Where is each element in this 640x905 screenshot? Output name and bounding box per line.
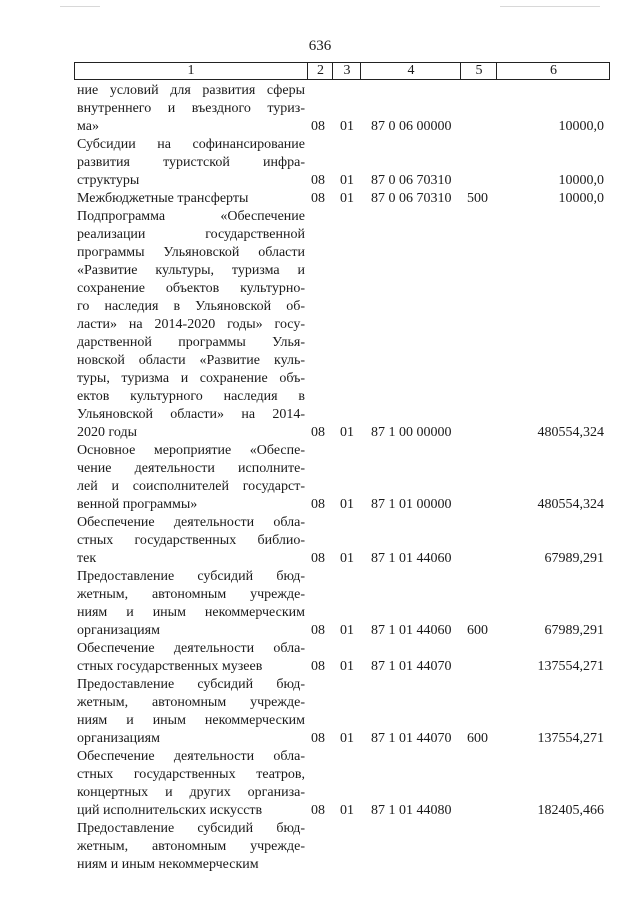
- description-line: жетным, автономным учрежде-: [77, 695, 305, 710]
- description-line: реализации государственной: [77, 227, 305, 242]
- table-row: [0, 748, 640, 820]
- row-description: [77, 640, 305, 676]
- description-line: ние условий для развития сферы: [77, 83, 305, 98]
- header-col-6: 6: [496, 63, 610, 79]
- header-col-1: 1: [187, 63, 195, 78]
- cell-c2: 08: [311, 425, 325, 440]
- cell-c3: 01: [340, 119, 354, 134]
- description-line: Ульяновской области» на 2014-: [77, 407, 305, 422]
- description-line: 2020 годы: [77, 425, 138, 440]
- cell-c2: 08: [311, 119, 325, 134]
- cell-c4: 87 1 01 44080: [371, 803, 452, 818]
- description-line: ласти» на 2014-2020 годы» госу-: [77, 317, 305, 332]
- cell-c6: 137554,271: [537, 731, 604, 746]
- cell-c2: 08: [311, 803, 325, 818]
- description-line: Основное мероприятие «Обеспе-: [77, 443, 305, 458]
- cell-c6: 182405,466: [537, 803, 604, 818]
- table-row: [0, 136, 640, 190]
- cell-c6: 10000,0: [558, 191, 604, 206]
- description-line: Обеспечение деятельности обла-: [77, 641, 305, 656]
- table-body: [0, 82, 640, 874]
- table-row: [0, 676, 640, 748]
- table-row: [0, 820, 640, 874]
- cell-c6: 480554,324: [537, 497, 604, 512]
- cell-c4: 87 1 01 44060: [371, 551, 452, 566]
- cell-c2: 08: [311, 551, 325, 566]
- cell-c3: 01: [340, 173, 354, 188]
- row-description: [77, 748, 305, 820]
- description-line: туры, туризма и сохранение объ-: [77, 371, 305, 386]
- cell-c2: 08: [311, 497, 325, 512]
- cell-c3: 01: [340, 425, 354, 440]
- cell-c6: 67989,291: [544, 551, 604, 566]
- description-line: Подпрограмма «Обеспечение: [77, 209, 305, 224]
- description-line: ниям и иным некоммерческим: [77, 713, 305, 728]
- cell-c3: 01: [340, 731, 354, 746]
- cell-c4: 87 1 01 44070: [371, 659, 452, 674]
- description-line: тек: [77, 551, 97, 566]
- description-line: лей и соисполнителей государст-: [77, 479, 305, 494]
- cell-c4: 87 1 00 00000: [371, 425, 452, 440]
- description-line: дарственной программы Улья-: [77, 335, 305, 350]
- cell-c3: 01: [340, 659, 354, 674]
- description-line: Обеспечение деятельности обла-: [77, 515, 305, 530]
- row-description: [77, 136, 305, 190]
- header-col-5: 5: [460, 63, 497, 79]
- table-header: [74, 62, 610, 80]
- cell-c3: 01: [340, 803, 354, 818]
- description-line: Предоставление субсидий бюд-: [77, 569, 305, 584]
- description-line: ма»: [77, 119, 99, 134]
- cell-c6: 480554,324: [537, 425, 604, 440]
- cell-c2: 08: [311, 659, 325, 674]
- description-line: ниям и иным некоммерческим: [77, 605, 305, 620]
- table-row: [0, 640, 640, 676]
- description-line: развития туристской инфра-: [77, 155, 305, 170]
- description-line: чение деятельности исполните-: [77, 461, 305, 476]
- cell-c2: 08: [311, 173, 325, 188]
- description-line: жетным, автономным учрежде-: [77, 839, 305, 854]
- description-line: стных государственных библио-: [77, 533, 305, 548]
- description-line: Субсидии на софинансирование: [77, 137, 305, 152]
- cell-c2: 08: [311, 191, 325, 206]
- scan-artifact: [500, 6, 600, 7]
- cell-c2: 08: [311, 623, 325, 638]
- table-row: [0, 568, 640, 640]
- table-row: [0, 82, 640, 136]
- cell-c6: 67989,291: [544, 623, 604, 638]
- description-line: стных государственных музеев: [77, 659, 263, 674]
- cell-c5: 600: [467, 623, 488, 638]
- row-description: [77, 82, 305, 136]
- cell-c4: 87 1 01 44060: [371, 623, 452, 638]
- description-line: ниям и иным некоммерческим: [77, 857, 259, 872]
- row-description: [77, 442, 305, 514]
- description-line: программы Ульяновской области: [77, 245, 305, 260]
- description-line: венной программы»: [77, 497, 198, 512]
- description-line: жетным, автономным учрежде-: [77, 587, 305, 602]
- cell-c3: 01: [340, 623, 354, 638]
- row-description: [77, 190, 305, 208]
- description-line: Обеспечение деятельности обла-: [77, 749, 305, 764]
- cell-c4: 87 0 06 70310: [371, 173, 452, 188]
- header-col-4: 4: [360, 63, 461, 79]
- cell-c5: 600: [467, 731, 488, 746]
- description-line: организациям: [77, 623, 160, 638]
- cell-c4: 87 1 01 44070: [371, 731, 452, 746]
- description-line: го наследия в Ульяновской об-: [77, 299, 305, 314]
- row-description: [77, 820, 305, 874]
- header-col-3: 3: [332, 63, 361, 79]
- cell-c3: 01: [340, 551, 354, 566]
- row-description: [77, 514, 305, 568]
- description-line: «Развитие культуры, туризма и: [77, 263, 305, 278]
- cell-c4: 87 0 06 00000: [371, 119, 452, 134]
- cell-c3: 01: [340, 191, 354, 206]
- description-line: Предоставление субсидий бюд-: [77, 677, 305, 692]
- description-line: новской области «Развитие куль-: [77, 353, 305, 368]
- description-line: концертных и других организа-: [77, 785, 305, 800]
- cell-c6: 10000,0: [558, 173, 604, 188]
- description-line: внутреннего и въездного туриз-: [77, 101, 305, 116]
- cell-c6: 10000,0: [558, 119, 604, 134]
- description-line: ций исполнительских искусств: [77, 803, 263, 818]
- cell-c5: 500: [467, 191, 488, 206]
- table-row: [0, 442, 640, 514]
- table-row: [0, 208, 640, 442]
- page-number: 636: [308, 38, 332, 54]
- row-description: [77, 208, 305, 442]
- scan-artifact: [60, 6, 100, 7]
- description-line: структуры: [77, 173, 140, 188]
- row-description: [77, 568, 305, 640]
- table-row: [0, 514, 640, 568]
- cell-c6: 137554,271: [537, 659, 604, 674]
- description-line: Межбюджетные трансферты: [77, 191, 249, 206]
- cell-c4: 87 0 06 70310: [371, 191, 452, 206]
- cell-c4: 87 1 01 00000: [371, 497, 452, 512]
- description-line: Предоставление субсидий бюд-: [77, 821, 305, 836]
- cell-c2: 08: [311, 731, 325, 746]
- description-line: организациям: [77, 731, 160, 746]
- description-line: сохранение объектов культурно-: [77, 281, 305, 296]
- description-line: ектов культурного наследия в: [77, 389, 305, 404]
- table-row: [0, 190, 640, 208]
- row-description: [77, 676, 305, 748]
- cell-c3: 01: [340, 497, 354, 512]
- description-line: стных государственных театров,: [77, 767, 305, 782]
- header-col-2: 2: [307, 63, 333, 79]
